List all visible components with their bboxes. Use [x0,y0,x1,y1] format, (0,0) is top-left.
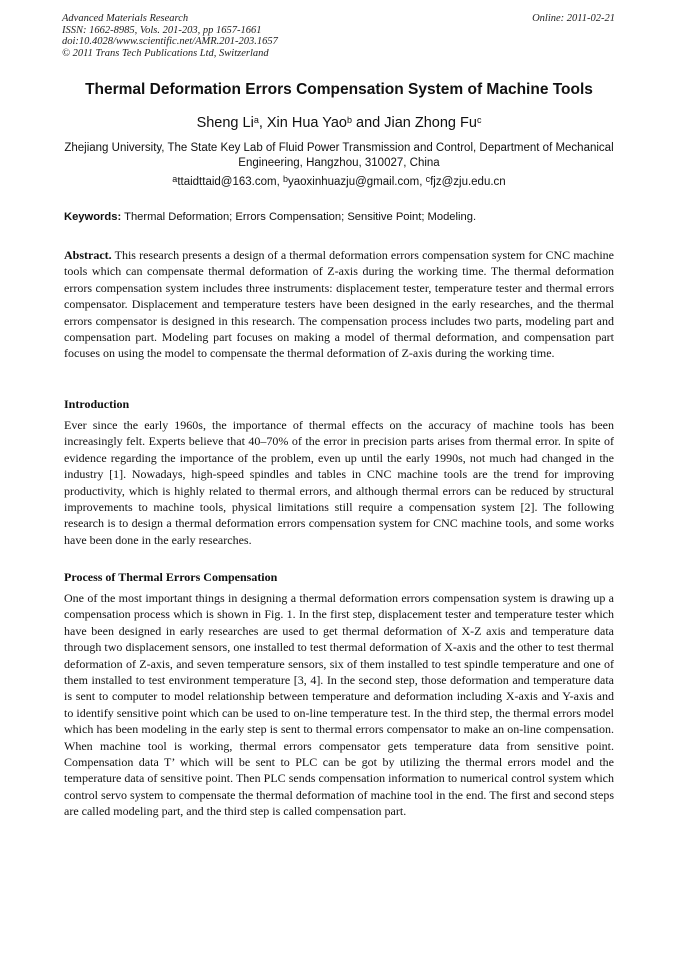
email-separator: , [276,176,283,188]
journal-header [62,13,615,59]
email-address: ttaidttaid@163.com [177,176,277,188]
author-separator: , [258,115,267,131]
abstract-text: This research presents a design of a thermal deformation errors compensation system for CNC machine tools which can compensate thermal deformation of Z-axis during the working time. The thermal deformation errors compensation system includes three instruments: displacement tester, temperature tester and thermal errors compensator. Displacement and temperature testers have been designed in the early researches, and the thermal errors compensator is designed in this research. The compensation process includes two parts, modeling part and compensation part. Modeling part focuses on making a model of thermal deformation, and compensation part focuses on using the model to compensate the thermal deformation of Z-axis during the working time. [64,248,614,361]
copyright-line: © 2011 Trans Tech Publications Ltd, Switzerland [62,47,269,59]
abstract [64,247,614,362]
author-mark: c [476,115,482,125]
doi-line: doi:10.4028/www.scientific.net/AMR.201-203.1657 [62,36,278,47]
email-mark: a [172,174,178,184]
author-mark: a [253,115,259,125]
email-list [40,175,638,190]
email-mark: c [425,174,431,184]
email-address: fjz@zju.edu.cn [430,176,506,188]
keywords-label: Keywords: [64,211,122,223]
author-mark: b [346,115,352,125]
issn-line: ISSN: 1662-8985, Vols. 201-203, pp 1657-1661 [62,24,262,36]
author-list [40,113,638,133]
introduction-heading: Introduction [64,397,130,411]
abstract-label: Abstract. [64,248,112,262]
author-name: Sheng Li [196,115,254,131]
introduction-text: Ever since the early 1960s, the importance of thermal effects on the accuracy of machine tools has been increasingly felt. Experts believe that 40–70% of the error in precision parts arises from thermal error. In spite of evidence regarding the importance of the problem, even up until the early 1990s, not much had changed in the industry [1]. Nowadays, high-speed spindles and tables in CNC machine tools are the trend for improving productivity, which is highly related to thermal errors, and although thermal errors can be reduced by structural improvements to machine tools, physical limitations still require a compensation system [2]. The following research is to design a thermal deformation errors compensation system for CNC machine tools, and some works have been done in the early researches. [64,418,614,547]
keywords-text: Thermal Deformation; Errors Compensation; Sensitive Point; Modeling. [124,211,477,223]
process-text: One of the most important things in designing a thermal deformation errors compensation system is drawing up a compensation process which is shown in Fig. 1. In the first step, displacement tester and temperature tester which have been designed in early researches are used to get thermal deformation of X-Z axis and temperature data through two displacement sensors, one installed to test thermal deformation of X-axis and the other to test thermal deformation of Z-axis, and seven temperature sensors, six of them installed to test spindle temperature and one of them installed to test environment temperature [3, 4]. In the second step, those deformation and temperature data is sent to computer to model relationship between temperature and deformation including X-axis and Y-axis and to identify sensitive point which can be used to on-line temperature test. In the third step, the thermal errors model which has been modeling in the early step is sent to thermal errors compensator to make an on-line compensation. When machine tool is working, thermal errors compensator gets temperature data from sensitive point. Compensation data T’ which will be sent to PLC can be got by utilizing the thermal errors model and the temperature data of sensitive point. Then PLC sends compensation information to numerical control system which control servo system to compensate the thermal deformation of machine tool in the end. The first and second steps are called modeling part, and the third step is called compensation part. [64,591,614,819]
author-separator: and [351,115,385,131]
keywords [64,210,614,224]
email-address: yaoxinhuazju@gmail.com [287,176,420,188]
email-separator: , [419,176,426,188]
email-mark: b [282,174,288,184]
process-heading: Process of Thermal Errors Compensation [64,570,278,584]
paper-title: Thermal Deformation Errors Compensation System of Machine Tools [85,81,593,98]
affiliation: Zhejiang University, The State Key Lab of Fluid Power Transmission and Control, Department of Mechanical Engineering, Hangzhou, 310027, China [64,142,614,169]
author-name: Jian Zhong Fu [384,115,477,131]
online-date: Online: 2011-02-21 [532,13,615,24]
author-name: Xin Hua Yao [266,115,347,131]
journal-name: Advanced Materials Research [62,13,189,24]
